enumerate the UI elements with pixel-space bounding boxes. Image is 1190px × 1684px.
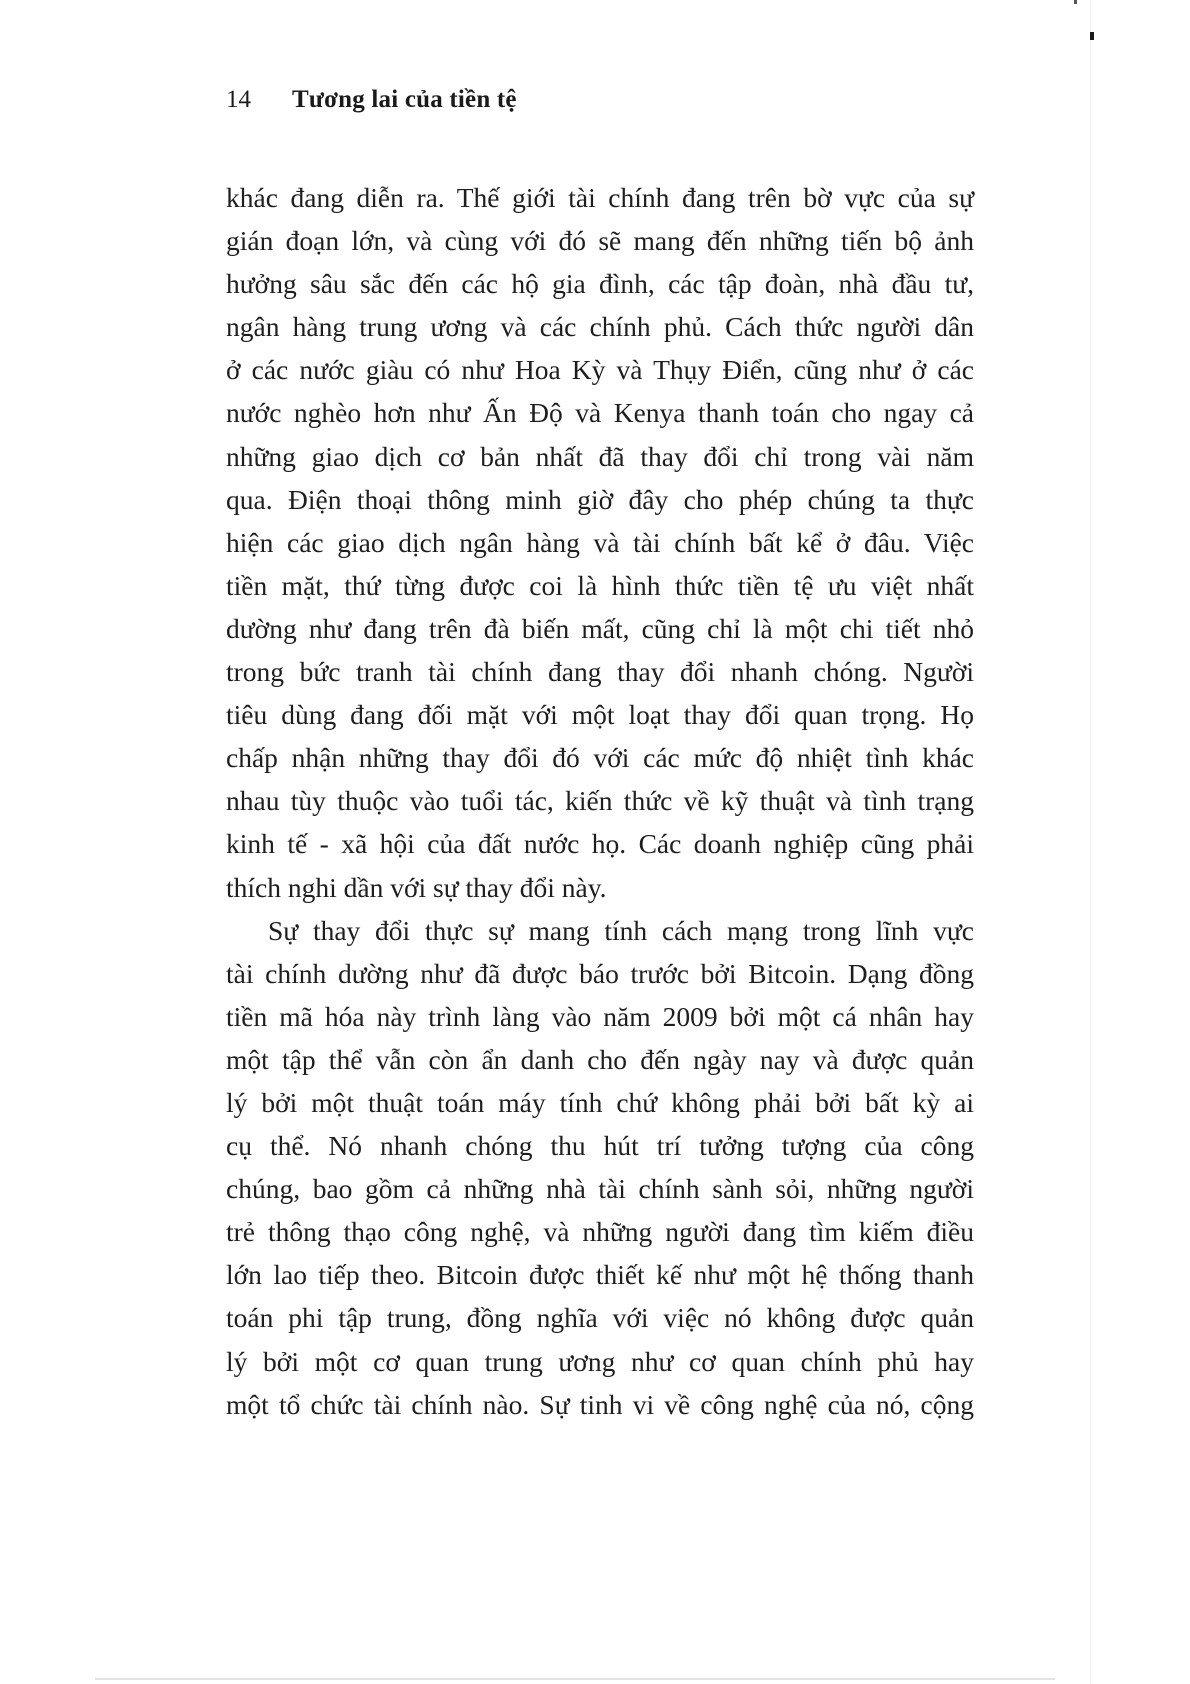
text-line: trẻ thông thạo công nghệ, và những người đang tìm kiếm điều (226, 1216, 974, 1248)
chapter-title: Tương lai của tiền tệ (292, 86, 517, 113)
text-line: lý bởi một thuật toán máy tính chứ không phải bởi bất kỳ ai (226, 1086, 974, 1118)
text-line: tiền mã hóa này trình làng vào năm 2009 bởi một cá nhân hay (226, 1000, 974, 1032)
text-line: tài chính dường như đã được báo trước bởi Bitcoin. Dạng đồng (226, 957, 974, 989)
text-line: toán phi tập trung, đồng nghĩa với việc nó không được quản (226, 1302, 974, 1334)
paragraph-1 (226, 176, 974, 909)
text-line: cụ thể. Nó nhanh chóng thu hút trí tưởng tượng của công (226, 1130, 974, 1162)
scan-artifact-mark (1090, 32, 1094, 40)
text-line: lý bởi một cơ quan trung ương như cơ quan chính phủ hay (226, 1345, 974, 1377)
text-line: chấp nhận những thay đổi đó với các mức độ nhiệt tình khác (226, 742, 974, 774)
text-line: kinh tế - xã hội của đất nước họ. Các doanh nghiệp cũng phải (226, 828, 974, 860)
text-line: tiêu dùng đang đối mặt với một loạt thay đổi quan trọng. Họ (226, 699, 974, 731)
text-line: dường như đang trên đà biến mất, cũng chỉ là một chi tiết nhỏ (226, 612, 974, 644)
body-text (226, 176, 974, 1426)
text-line: hưởng sâu sắc đến các hộ gia đình, các tập đoàn, nhà đầu tư, (226, 268, 974, 300)
text-line: một tập thể vẫn còn ẩn danh cho đến ngày nay và được quản (226, 1043, 974, 1075)
text-line: tiền mặt, thứ từng được coi là hình thức tiền tệ ưu việt nhất (226, 569, 974, 601)
page-edge-line (1090, 0, 1091, 1684)
text-line: trong bức tranh tài chính đang thay đổi nhanh chóng. Người (226, 656, 974, 688)
text-line: qua. Điện thoại thông minh giờ đây cho phép chúng ta thực (226, 483, 974, 515)
page-number: 14 (226, 86, 251, 113)
text-line: Sự thay đổi thực sự mang tính cách mạng trong lĩnh vực (268, 914, 974, 946)
text-line: lớn lao tiếp theo. Bitcoin được thiết kế như một hệ thống thanh (226, 1259, 974, 1291)
scan-artifact-corner (1074, 0, 1077, 4)
text-line: những giao dịch cơ bản nhất đã thay đổi chỉ trong vài năm (226, 440, 974, 472)
text-line: khác đang diễn ra. Thế giới tài chính đang trên bờ vực của sự (226, 182, 974, 213)
page-bottom-edge (95, 1678, 1055, 1680)
text-line: ngân hàng trung ương và các chính phủ. Cách thức người dân (226, 311, 974, 343)
running-header (226, 86, 517, 126)
text-line: nhau tùy thuộc vào tuổi tác, kiến thức về kỹ thuật và tình trạng (226, 785, 974, 817)
text-line: ở các nước giàu có như Hoa Kỳ và Thụy Điển, cũng như ở các (226, 354, 974, 386)
text-line: gián đoạn lớn, và cùng với đó sẽ mang đến những tiến bộ ảnh (226, 225, 974, 257)
text-line: một tổ chức tài chính nào. Sự tinh vi về công nghệ của nó, cộng (226, 1388, 974, 1420)
paragraph-2 (226, 909, 974, 1426)
text-line: thích nghi dần với sự thay đổi này. (226, 871, 607, 903)
text-line: chúng, bao gồm cả những nhà tài chính sành sỏi, những người (226, 1173, 974, 1205)
text-line: hiện các giao dịch ngân hàng và tài chính bất kể ở đâu. Việc (226, 526, 974, 558)
text-line: nước nghèo hơn như Ấn Độ và Kenya thanh toán cho ngay cả (226, 397, 974, 429)
